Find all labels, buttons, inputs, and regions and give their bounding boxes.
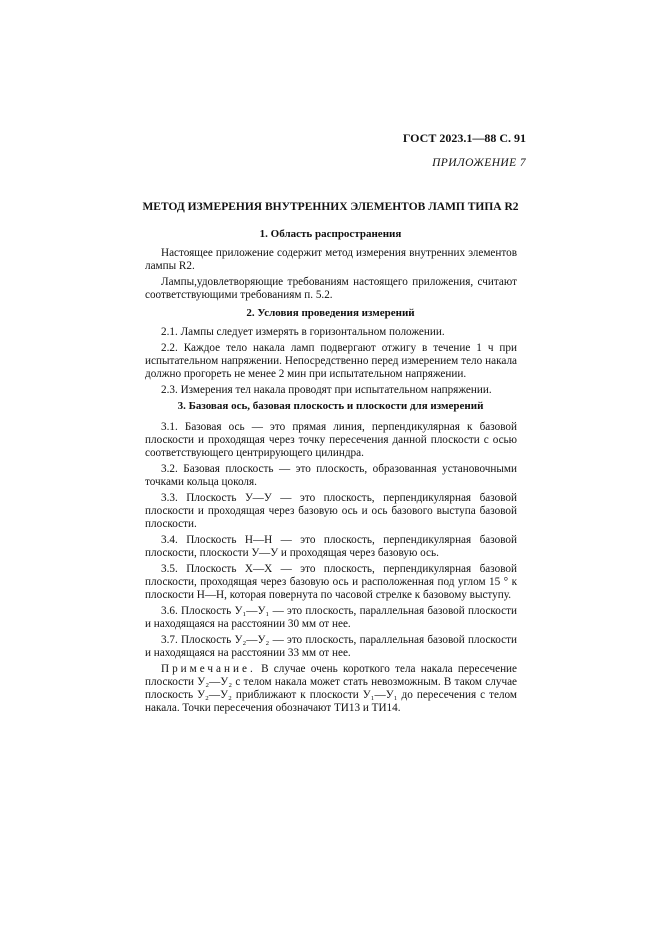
paragraph: 3.7. Плоскость У₂—У₂ — это плоскость, параллельная базовой плоскости и находящаяся на расстоянии 33 мм от нее.: [145, 634, 517, 659]
paragraph: Настоящее приложение содержит метод измерения внутренних элементов лампы R2.: [145, 247, 517, 272]
paragraph: 3.5. Плоскость Х—Х — это плоскость, перпендикулярная базовой плоскости, проходящая через базовую ось и расположенная под углом 15 ° к плоскости Н—Н, которая повернута по часовой стрелке к базовому выступу.: [145, 563, 517, 601]
section-3-heading: 3. Базовая ось, базовая плоскость и плоскости для измерений: [177, 400, 484, 412]
section-3-body: [145, 421, 517, 715]
document-title: МЕТОД ИЗМЕРЕНИЯ ВНУТРЕННИХ ЭЛЕМЕНТОВ ЛАМП ТИПА R2: [142, 201, 519, 213]
section-2-heading: 2. Условия проведения измерений: [246, 307, 415, 319]
paragraph: 3.4. Плоскость Н—Н — это плоскость, перпендикулярная базовой плоскости, плоскости У—У и проходящая через базовую ось.: [145, 534, 517, 559]
note-paragraph: [145, 663, 517, 715]
paragraph: 3.1. Базовая ось — это прямая линия, перпендикулярная к базовой плоскости и проходящая через точку пересечения данной плоскости с осью соответствующего центрирующего цилиндра.: [145, 421, 517, 459]
note-text: В случае очень короткого тела накала пересечение плоскости У₂—У₂ с телом накала может стать невозможным. В таком случае плоскость У₂—У₂ приближают к плоскости У₁—У₁ до пересечения с телом накала. Точки пересечения обозначают ТИ13 и ТИ14.: [145, 663, 518, 714]
paragraph: 2.2. Каждое тело накала ламп подвергают отжигу в течение 1 ч при испытательном напряжении. Непосредственно перед измерением тело накала должно прогореть не менее 2 мин при испытательном напряжении.: [145, 342, 517, 380]
section-1-body: [145, 247, 517, 302]
note-label: Примечание.: [161, 663, 256, 675]
paragraph: 2.3. Измерения тел накала проводят при испытательном напряжении.: [161, 384, 492, 396]
paragraph: Лампы,удовлетворяющие требованиям настоящего приложения, считают соответствующими требованиям п. 5.2.: [145, 276, 517, 301]
document-reference: ГОСТ 2023.1—88 С. 91: [402, 131, 526, 145]
paragraph: 3.6. Плоскость У₁—У₁ — это плоскость, параллельная базовой плоскости и находящаяся на расстоянии 30 мм от нее.: [145, 605, 517, 630]
section-1-heading: 1. Область распространения: [259, 228, 402, 240]
section-2-body: [145, 326, 517, 397]
appendix-label: ПРИЛОЖЕНИЕ 7: [432, 157, 526, 169]
paragraph: 3.3. Плоскость У—У — это плоскость, перпендикулярная базовой плоскости и проходящая через базовую ось и ось базового выступа базовой плоскости.: [145, 492, 517, 530]
paragraph: 2.1. Лампы следует измерять в горизонтальном положении.: [161, 326, 445, 338]
paragraph: 3.2. Базовая плоскость — это плоскость, образованная установочными точками кольца цоколя.: [145, 463, 517, 488]
